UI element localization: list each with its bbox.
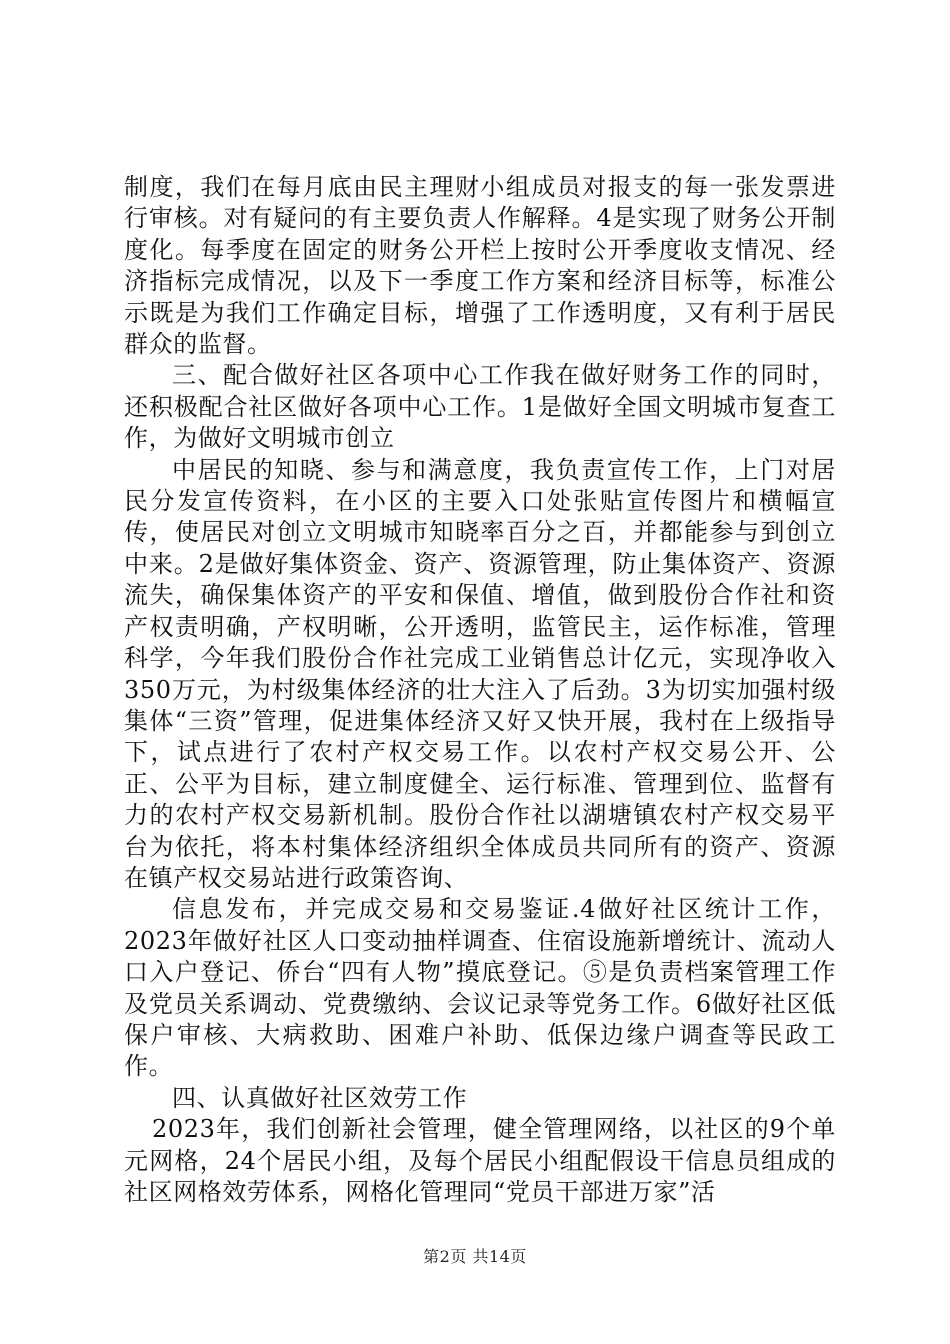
paragraph-statistics-work: 信息发布，并完成交易和交易鉴证.4做好社区统计工作，2023年做好社区人口变动抽样调查、住宿设施新增统计、流动人口入户登记、侨台“四有人物”摸底登记。⑤是负责档案管理工作及党员关系调动、党费缴纳、会议记录等党务工作。6做好社区低保户审核、大病救助、困难户补助、低保边缘户调查等民政工作。 xyxy=(124,895,836,1081)
page-number-footer: 第2页 共14页 xyxy=(423,1247,527,1266)
document-body xyxy=(124,172,836,1208)
paragraph-section-three-heading: 三、配合做好社区各项中心工作我在做好财务工作的同时，还积极配合社区做好各项中心工作。1是做好全国文明城市复查工作，为做好文明城市创立 xyxy=(124,361,836,453)
paragraph-section-four-heading: 四、认真做好社区效劳工作 xyxy=(172,1083,468,1112)
paragraph-grid-management: 2023年，我们创新社会管理，健全管理网络，以社区的9个单元网格，24个居民小组，及每个居民小组配假设干信息员组成的社区网格效劳体系，网格化管理同“党员干部进万家”活 xyxy=(124,1115,836,1206)
paragraph-civilization-city: 中居民的知晓、参与和满意度，我负责宣传工作，上门对居民分发宣传资料，在小区的主要入口处张贴宣传图片和横幅宣传，使居民对创立文明城市知晓率百分之百，并都能参与到创立中来。2是做好集体资金、资产、资源管理，防止集体资产、资源流失，确保集体资产的平安和保值、增值，做到股份合作社和资产权责明确，产权明晰，公开透明，监管民主，运作标准，管理科学，今年我们股份合作社完成工业销售总计亿元，实现净收入350万元，为村级集体经济的壮大注入了后劲。3为切实加强村级集体“三资”管理，促进集体经济又好又快开展，我村在上级指导下，试点进行了农村产权交易工作。以农村产权交易公开、公正、公平为目标，建立制度健全、运行标准、管理到位、监督有力的农村产权交易新机制。股份合作社以湖塘镇农村产权交易平台为依托，将本村集体经济组织全体成员共同所有的资产、资源在镇产权交易站进行政策咨询、 xyxy=(124,455,836,892)
paragraph-finance-disclosure: 制度，我们在每月底由民主理财小组成员对报支的每一张发票进行审核。对有疑问的有主要负责人作解释。4是实现了财务公开制度化。每季度在固定的财务公开栏上按时公开季度收支情况、经济指标完成情况，以及下一季度工作方案和经济目标等，标准公示既是为我们工作确定目标，增强了工作透明度，又有利于居民群众的监督。 xyxy=(124,173,836,359)
